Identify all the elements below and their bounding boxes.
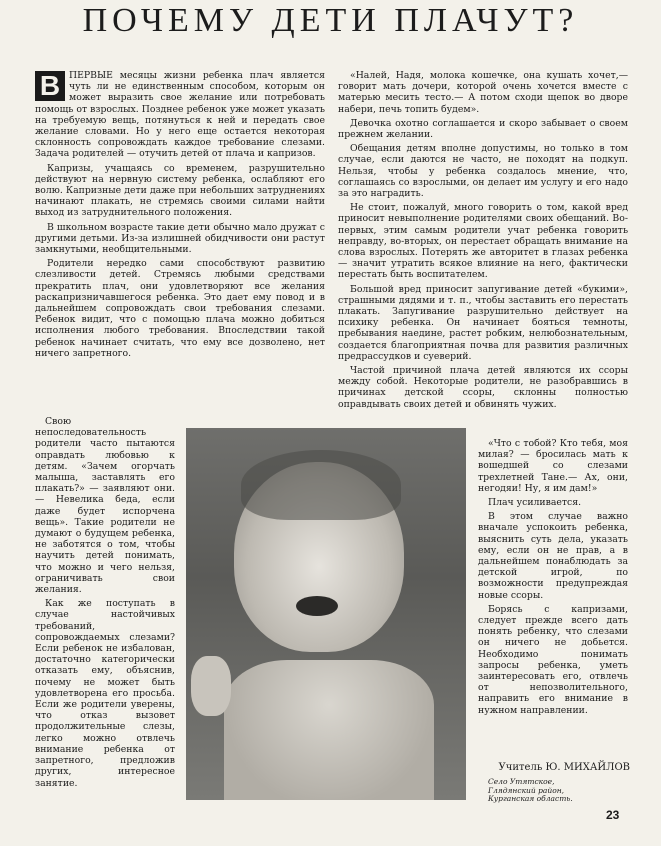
paragraph: Обещания детям вполне допустимы, но только в том случае, если даются не часто, не походят на подкуп. Нельзя, чтобы у ребенка создалось мнение, что, соглашаясь со взрослыми, он делает им услугу и его надо за это наградить. [338, 143, 628, 200]
author-signature: Учитель Ю. МИХАЙЛОВ [498, 762, 630, 773]
left-lower-column [35, 416, 175, 808]
paragraph: Плач усиливается. [488, 497, 582, 509]
author-address: Село Утятское, Глядянский район, Курганская область. [488, 777, 573, 803]
page-number: 23 [606, 808, 620, 822]
dropcap: В [35, 71, 65, 101]
paragraph: Не стоит, пожалуй, много говорить о том, какой вред приносит невыполнение родителями своих обещаний. Во-первых, этим самым родители учат ребенка говорить неправду, во-вторых, он перестает обращать внимание на слова взрослых. Потерять же авторитет в глазах ребенка — значит утратить всякое влияние на него, фактически перестать быть воспитателем. [338, 202, 628, 281]
right-column [338, 70, 628, 430]
paragraph: Девочка охотно соглашается и скоро забывает о своем прежнем желании. [338, 117, 628, 141]
paragraph: В школьном возрасте такие дети обычно мало дружат с другими детьми. Из-за излишней обидчивости они растут замкнутыми, необщительными. [35, 221, 325, 256]
paragraph: Как же поступать в случае настойчивых требований, сопровождаемых слезами? Если ребенок не избалован, достаточно категорически отказать ему, объяснив, почему не может быть удовлетворена его просьба. Если же родители уверены, что отказ вызовет продолжительные слезы, легко можно отвлечь внимание ребенка от запретного, предложив других, интересное занятие. [35, 598, 175, 789]
paragraph: Свою непоследовательность родители часто пытаются оправдать любовью к детям. «Зачем огорчать малыша, заставлять его плакать?» — заявляют они. — Невелика беда, если даже будет испорчена вещь». Такие родители не думают о будущем ребенка, не заботятся о том, чтобы научить детей понимать, что можно и чего нельзя, ограничивать свои желания. [35, 416, 175, 596]
right-lower-column [478, 438, 628, 758]
paragraph: Борясь с капризами, следует прежде всего дать понять ребенку, что слезами он ничего не добьется. Необходимо понимать запросы ребенка, уметь заинтересовать его, отвлечь от непозволительного, направить его внимание в нужном направлении. [478, 603, 628, 716]
paragraph: «Что с тобой? Кто тебя, моя милая? — бросилась мать к вошедшей со слезами трехлетней Тане.— Ах, они, негодяи! Ну, я им дам!» [478, 438, 628, 494]
paragraph: Большой вред приносит запугивание детей «букими», страшными дядями и т. п., чтобы заставить его перестать плакать. Запугивание разрушительно действует на психику ребенка. Он начинает бояться темноты, пребывания наедине, растет робким, нелюбознательным, создается благоприятная почва для развития различных предрассудков и суеверий. [338, 283, 628, 362]
paragraph: Капризы, учащаясь со временем, разрушительно действуют на нервную систему ребенка, ослабляют его волю. Капризные дети даже при небольших затруднениях начинают плакать, не стремясь своими силами найти выход из затруднительного положения. [35, 162, 325, 219]
paragraph: «Налей, Надя, молока кошечке, она кушать хочет,— говорит мать дочери, которой очень хочется вместе с матерью месить тесто.— А потом сходи щепок во дворе набери, печь топить будем». [338, 70, 628, 115]
paragraph: В ПЕРВЫЕ месяцы жизни ребенка плач является чуть ли не единственным способом, которым он может выразить свое желание или потребовать помощь от взрослых. Позднее ребенок уже может указать на требуемую вещь, потянуться к ней и передать свое желание словами. Но у него еще остается некоторая склонность сопровождать каждое требование слезами. Задача родителей — отучить детей от плача и капризов. [35, 70, 325, 160]
paragraph: Родители нередко сами способствуют развитию слезливости детей. Стремясь любыми средствами прекратить плач, они удовлетворяют все желания раскапризничавшегося ребенка. Это дает ему повод и в дальнейшем сопровождать свои требования слезами. Ребенок видит, что с помощью плача можно добиться исполнения любого требования. Впоследствии такой ребенок начинает считать, что ему все дозволено, нет ничего запретного. [35, 258, 325, 359]
article-title: ПОЧЕМУ ДЕТИ ПЛАЧУТ? [82, 2, 579, 39]
left-column [35, 70, 325, 402]
crying-child-photo [186, 428, 466, 800]
paragraph: В этом случае важно вначале успокоить ребенка, выяснить суть дела, указать ему, если он не прав, а в дальнейшем понаблюдать за детской игрой, по возможности предупреждая новые ссоры. [478, 511, 628, 601]
paragraph: Частой причиной плача детей являются их ссоры между собой. Некоторые родители, не разобравшись в причинах детской ссоры, склонны полностью оправдывать своих детей и обвинять чужих. [338, 365, 628, 410]
